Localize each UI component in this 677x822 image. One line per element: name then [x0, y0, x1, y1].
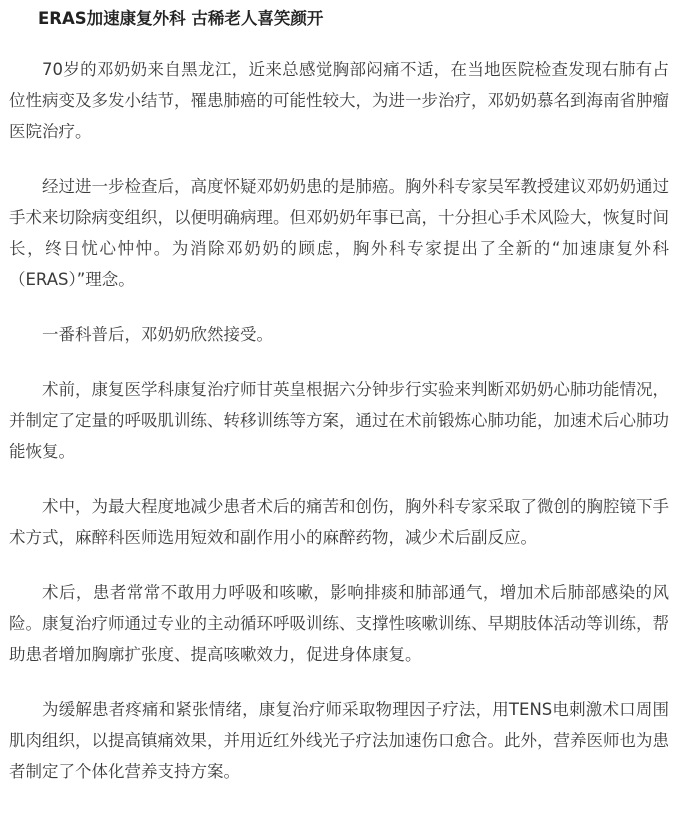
paragraph-diagnosis: 经过进一步检查后，高度怀疑邓奶奶患的是肺癌。胸外科专家吴军教授建议邓奶奶通过手术来切除病变组织，以便明确病理。但邓奶奶年事已高，十分担心手术风险大，恢复时间长，终日忧心忡忡。为消除邓奶奶的顾虑，胸外科专家提出了全新的“加速康复外科（ERAS）”理念。 [9, 177, 669, 289]
paragraph-intraoperative: 术中，为最大程度地减少患者术后的痛苦和创伤，胸外科专家采取了微创的胸腔镜下手术方式，麻醉科医师选用短效和副作用小的麻醉药物，减少术后副反应。 [9, 497, 669, 547]
article-title: ERAS加速康复外科 古稀老人喜笑颜开 [38, 9, 324, 28]
paragraph-acceptance: 一番科普后，邓奶奶欣然接受。 [42, 325, 273, 344]
article [9, 6, 669, 787]
paragraph-pain-relief: 为缓解患者疼痛和紧张情绪，康复治疗师采取物理因子疗法，用TENS电刺激术口周围肌肉组织，以提高镇痛效果，并用近红外线光子疗法加速伤口愈合。此外，营养医师也为患者制定了个体化营养支持方案。 [9, 700, 669, 781]
paragraph-preoperative: 术前，康复医学科康复治疗师甘英皇根据六分钟步行实验来判断邓奶奶心肺功能情况，并制定了定量的呼吸肌训练、转移训练等方案，通过在术前锻炼心肺功能，加速术后心肺功能恢复。 [9, 380, 669, 461]
paragraph-postoperative: 术后，患者常常不敢用力呼吸和咳嗽，影响排痰和肺部通气，增加术后肺部感染的风险。康复治疗师通过专业的主动循环呼吸训练、支撑性咳嗽训练、早期肢体活动等训练，帮助患者增加胸廓扩张度、提高咳嗽效力，促进身体康复。 [9, 583, 669, 664]
paragraph-intro: 70岁的邓奶奶来自黑龙江，近来总感觉胸部闷痛不适，在当地医院检查发现右肺有占位性病变及多发小结节，罹患肺癌的可能性较大，为进一步治疗，邓奶奶慕名到海南省肿瘤医院治疗。 [9, 60, 669, 141]
